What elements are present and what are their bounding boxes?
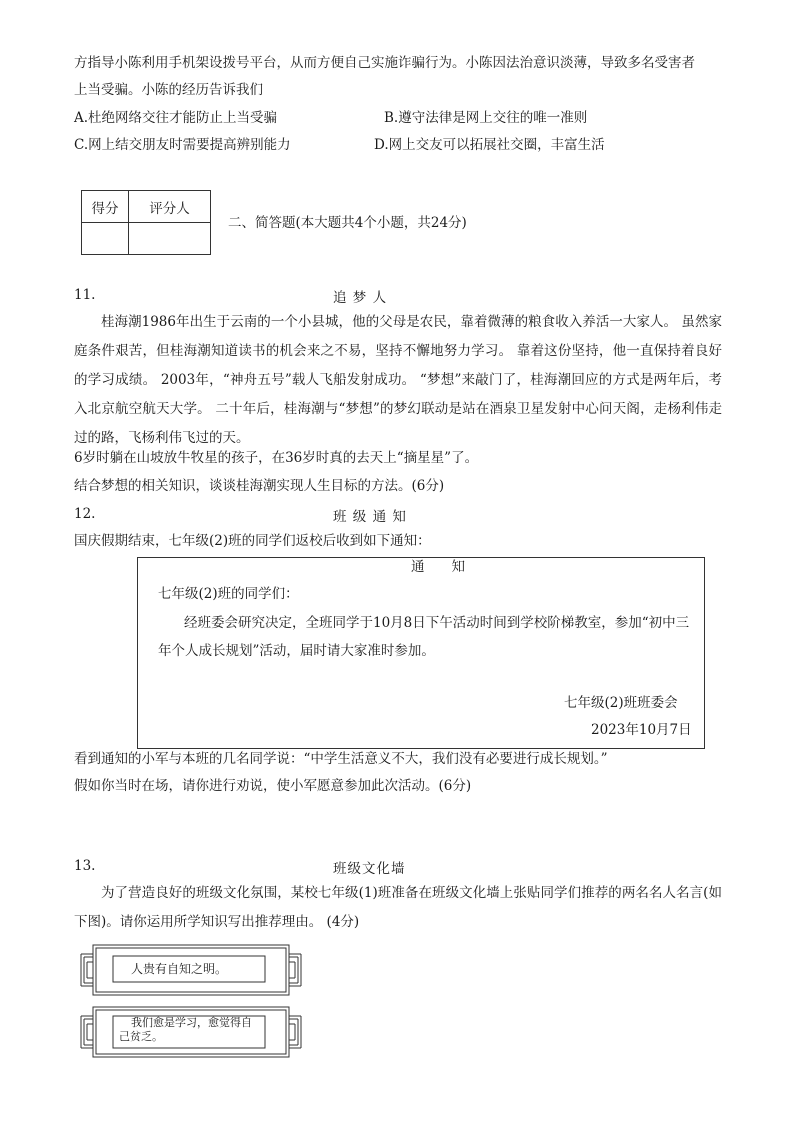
q10-stem-line-2: 上当受骗。小陈的经历告诉我们	[74, 82, 263, 98]
quote-plaque-1	[79, 942, 303, 998]
q10-option-d: D.网上交友可以拓展社交圈，丰富生活	[374, 137, 605, 153]
q13-paragraph: 为了营造良好的班级文化氛围，某校七年级(1)班准备在班级文化墙上张贴同学们推荐的两名名人名言(如下图)。请你运用所学知识写出推荐理由。 (4分)	[74, 885, 722, 930]
quote-plaque-2	[79, 1004, 303, 1060]
notice-box	[137, 557, 705, 749]
notice-heading: 通 知	[411, 559, 465, 575]
quote-2-line-2: 己贫乏。	[119, 1030, 163, 1043]
q10-option-b: B.遵守法律是网上交往的唯一准则	[384, 110, 588, 126]
q12-line-1: 看到通知的小军与本班的几名同学说：“中学生活意义不大，我们没有必要进行成长规划。”	[74, 751, 608, 767]
quote-2-line-1: 我们愈是学习，愈觉得自	[131, 1016, 252, 1029]
notice-body-line-2: 年个人成长规划”活动，届时请大家准时参加。	[158, 643, 435, 659]
q13-number: 13.	[74, 858, 96, 874]
grader-header: 评分人	[129, 191, 211, 223]
q10-stem-line-1: 方指导小陈利用手机架设拨号平台，从而方便自己实施诈骗行为。小陈因法治意识淡薄，导致多名受害者	[74, 55, 695, 71]
q11-title: 追 梦 人	[333, 290, 388, 306]
plaque-frame-2	[79, 1004, 303, 1060]
q11-paragraph: 桂海潮1986年出生于云南的一个小县城，他的父母是农民，靠着微薄的粮食收入养活一大家人。 虽然家庭条件艰苦，但桂海潮知道读书的机会来之不易，坚持不懈地努力学习。 靠着这份坚持，他一直保持着良好的学习成绩。 2003年，“神舟五号”载人飞船发射成功。 “梦想”来敲门了，桂海潮回应的方式是两年后，考入北京航空航天大学。 二十年后，桂海潮与“梦想”的梦幻联动是站在酒泉卫星发射中心问天阁，走杨利伟走过的路，飞杨利伟飞过的天。	[74, 314, 722, 446]
notice-date: 2023年10月7日	[591, 722, 692, 738]
q11-passage	[74, 308, 722, 453]
grader-cell	[129, 223, 211, 255]
section-2-heading: 二、简答题(本大题共4个小题，共24分)	[228, 215, 467, 231]
q12-question: 假如你当时在场，请你进行劝说，使小军愿意参加此次活动。(6分)	[74, 778, 472, 794]
q12-number: 12.	[74, 506, 96, 522]
quote-1-text: 人贵有自知之明。	[131, 962, 228, 976]
q11-question: 结合梦想的相关知识，谈谈桂海潮实现人生目标的方法。(6分)	[74, 478, 445, 494]
notice-signer: 七年级(2)班班委会	[564, 695, 678, 711]
q12-intro: 国庆假期结束，七年级(2)班的同学们返校后收到如下通知：	[74, 533, 431, 549]
q11-paragraph-2: 6岁时躺在山坡放牛牧星的孩子，在36岁时真的去天上“摘星星”了。	[74, 450, 479, 466]
q12-title: 班 级 通 知	[333, 509, 407, 525]
notice-salutation: 七年级(2)班的同学们：	[158, 586, 299, 602]
score-header: 得分	[82, 191, 129, 223]
q13-passage	[74, 879, 722, 937]
q13-title: 班级文化墙	[333, 861, 406, 877]
score-table	[81, 190, 211, 255]
q10-option-c: C.网上结交朋友时需要提高辨别能力	[74, 137, 291, 153]
score-cell	[82, 223, 129, 255]
q10-option-a: A.杜绝网络交往才能防止上当受骗	[74, 110, 278, 126]
q11-number: 11.	[74, 287, 96, 303]
notice-body-line-1: 经班委会研究决定，全班同学于10月8日下午活动时间到学校阶梯教室，参加“初中三	[184, 615, 690, 631]
